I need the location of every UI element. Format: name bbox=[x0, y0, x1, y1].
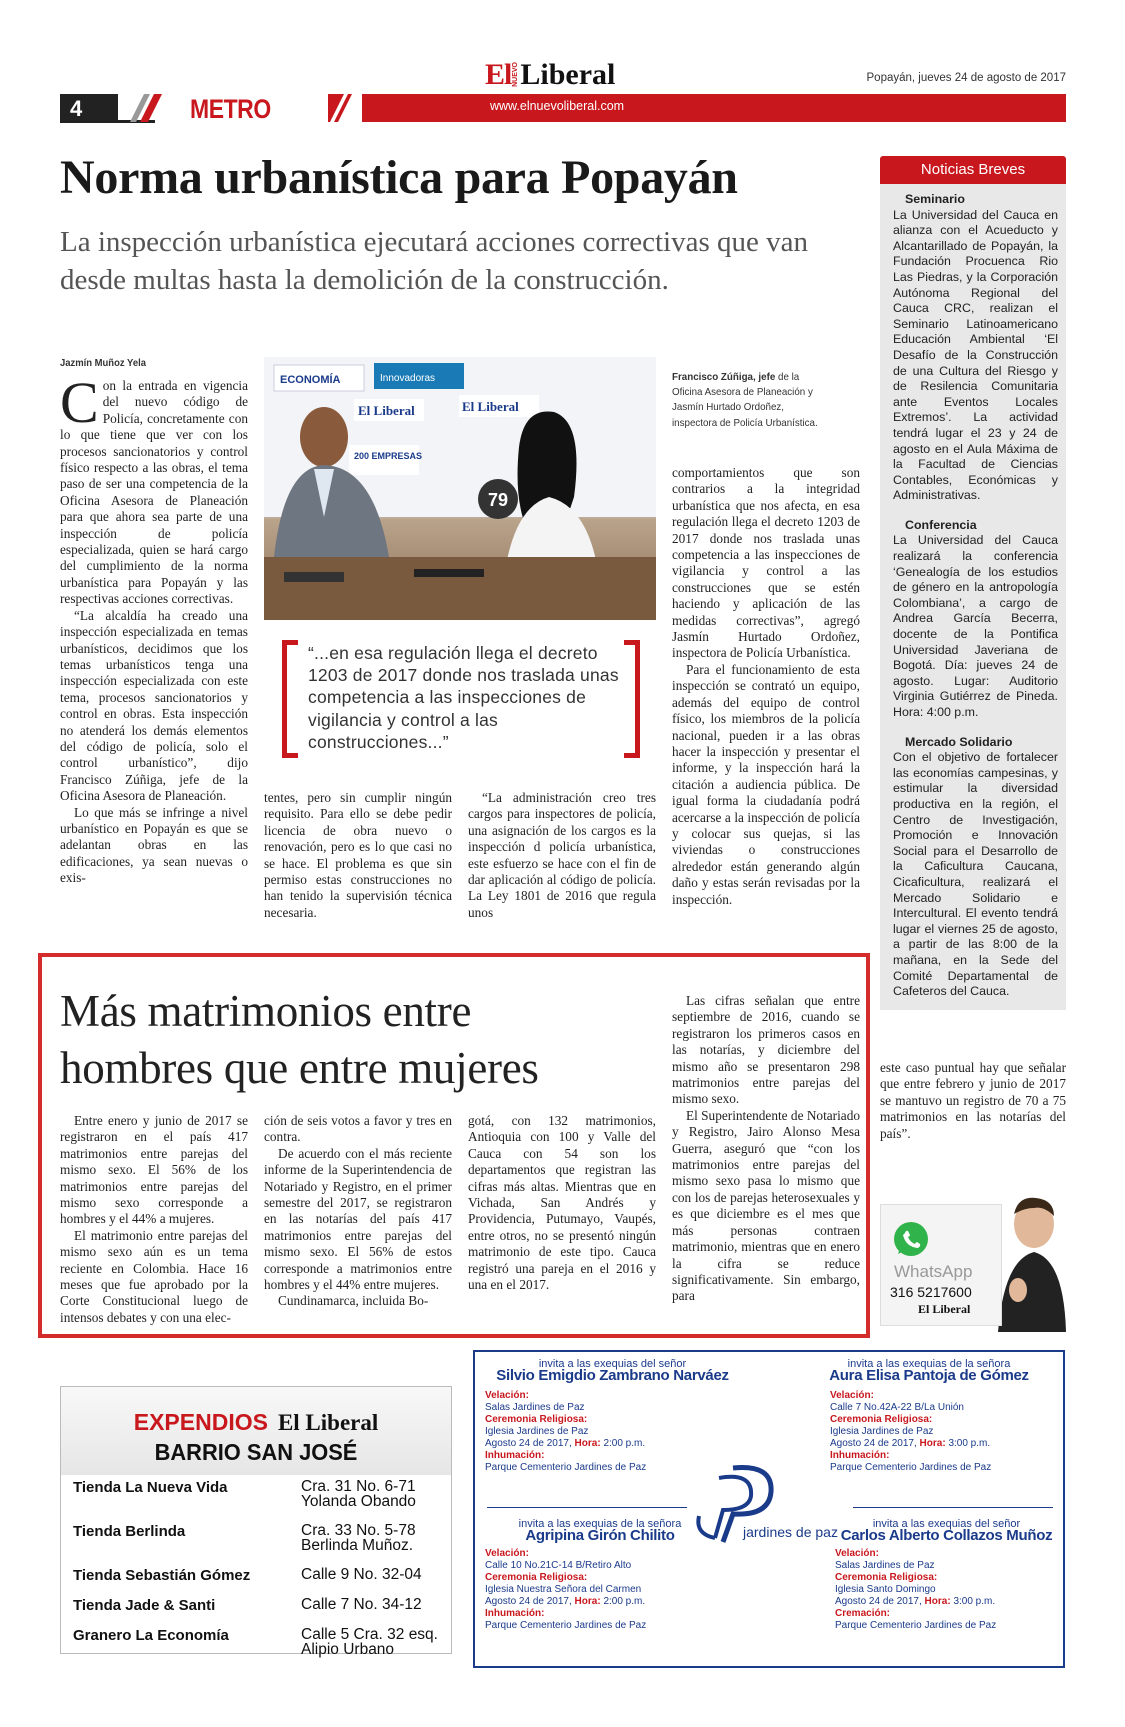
second-col4-p1: Las cifras señalan que entre septiembre de 2016, cuando se registraron los primeros casos en las notarías, y diciembre del mismo año se presentaron 298 matrimonios entre parejas del mismo sexo. bbox=[672, 993, 860, 1107]
obit-name: Silvio Emigdio Zambrano Narváez bbox=[496, 1367, 729, 1384]
expendios-title-row bbox=[61, 1409, 451, 1436]
obit-date-line: Agosto 24 de 2017, Hora: 3:00 p.m. bbox=[835, 1596, 996, 1607]
second-col-5 bbox=[880, 1060, 1066, 1142]
obit-2 bbox=[800, 1358, 1058, 1474]
jardines-logo-text: jardines de paz bbox=[743, 1524, 838, 1540]
main-col1-p3: Lo que más se infringe a nivel urbanístico en Popayán es que se adelantan obras en las edificaciones, ya sean nuevas o exis- bbox=[60, 804, 248, 886]
pullquote-box bbox=[282, 640, 640, 758]
header-slash-right-icon bbox=[330, 94, 362, 122]
main-col-3 bbox=[468, 790, 656, 921]
obit-inhumacion-label: Inhumación: bbox=[830, 1450, 890, 1461]
obit-velacion-label: Velación: bbox=[485, 1390, 529, 1401]
obit-invite: invita a las exequias del señor bbox=[538, 1358, 687, 1370]
main-col-1 bbox=[60, 370, 248, 887]
photo-banner-innovadoras: Innovadoras bbox=[380, 373, 436, 384]
brand-nuevo: NUEVO bbox=[512, 62, 520, 87]
expendio-row bbox=[73, 1479, 441, 1523]
expendio-address: Calle 9 No. 32-04 bbox=[301, 1566, 422, 1583]
second-col4-p2: El Superintendente de Notariado y Registro, Jairo Alonso Mesa Guerra, aseguró que “con los matrimonios entre parejas del mismo sexo pasa lo mismo que con los de parejas heterosexuales y es que diciembre es el mes que más personas contraen matrimonio, mientras que en enero la cifra se reduce significativamente. Sin embargo, para bbox=[672, 1107, 860, 1304]
pullquote-bracket-left bbox=[282, 640, 298, 758]
main-col-4 bbox=[672, 465, 860, 908]
brand-liberal: Liberal bbox=[520, 58, 616, 91]
whatsapp-phone[interactable]: 316 5217600 bbox=[890, 1284, 972, 1300]
obit-date-line: Agosto 24 de 2017, Hora: 3:00 p.m. bbox=[830, 1438, 991, 1449]
second-col-4 bbox=[672, 993, 860, 1305]
whatsapp-label: WhatsApp bbox=[894, 1262, 973, 1281]
photo-caption bbox=[672, 370, 822, 431]
brand-el: El bbox=[485, 58, 512, 91]
photo-banner-200: 200 EMPRESAS bbox=[354, 451, 423, 461]
obit-name: Carlos Alberto Collazos Muñoz bbox=[840, 1527, 1053, 1544]
dropcap: C bbox=[60, 370, 99, 435]
main-col2-p1: tentes, pero sin cumplir ningún requisito. Para ello se debe pedir licencia de obra nuevo o renovación, pero es lo que casi no se hace. El problema es que sin permiso estas construcciones no han tenido la supervisión técnica necesaria. bbox=[264, 790, 452, 920]
expendio-address: Calle 7 No. 34-12 bbox=[301, 1596, 422, 1613]
obit-date-line: Agosto 24 de 2017, Hora: 2:00 p.m. bbox=[485, 1596, 646, 1607]
obit-inhumacion: Parque Cementerio Jardines de Paz bbox=[485, 1620, 647, 1631]
obit-invite: invita a las exequias de la señora bbox=[518, 1518, 682, 1530]
obit-divider-h-left bbox=[487, 1507, 687, 1508]
header-slash-icon bbox=[122, 94, 162, 122]
caption-text: de la Oficina Asesora de Planeación y Jasmín Hurtado Ordoñez, inspectora de Policía Urbanística. bbox=[672, 372, 818, 429]
expendio-row bbox=[73, 1567, 441, 1597]
page-header bbox=[60, 58, 1066, 124]
main-byline: Jazmín Muñoz Yela bbox=[60, 357, 146, 369]
dateline: Popayán, jueves 24 de agosto de 2017 bbox=[866, 72, 1066, 84]
obit-ceremonia-label: Ceremonia Religiosa: bbox=[835, 1572, 938, 1583]
website-link[interactable]: www.elnuevoliberal.com bbox=[490, 99, 625, 113]
obit-velacion: Calle 10 No.21C-14 B/Retiro Alto bbox=[485, 1560, 632, 1571]
brief-item bbox=[893, 735, 1058, 1000]
obituaries-box bbox=[473, 1350, 1065, 1668]
expendio-store: Granero La Economía bbox=[73, 1627, 229, 1644]
expendio-row bbox=[73, 1523, 441, 1567]
expendios-brand: El Liberal bbox=[277, 1410, 379, 1435]
obit-velacion-label: Velación: bbox=[830, 1390, 874, 1401]
expendio-address: Cra. 33 No. 5-78 Berlinda Muñoz. bbox=[301, 1522, 416, 1554]
expendio-store: Tienda Berlinda bbox=[73, 1523, 186, 1540]
expendios-subtitle: BARRIO SAN JOSÉ bbox=[154, 1439, 358, 1465]
ad-person bbox=[998, 1190, 1066, 1332]
second-col1-p2: El matrimonio entre parejas del mismo sexo aún es un tema reciente en Colombia. Hace 16 meses que fue aprobado por la Corte Constitucional luego de intensos debates y con una elec- bbox=[60, 1227, 248, 1325]
obit-ceremonia: Iglesia Nuestra Señora del Carmen bbox=[485, 1584, 642, 1595]
briefs-sidebar bbox=[880, 158, 1066, 1010]
obit-date-line: Agosto 24 de 2017, Hora: 2:00 p.m. bbox=[485, 1438, 646, 1449]
second-col-1 bbox=[60, 1113, 248, 1326]
second-headline bbox=[60, 983, 539, 1097]
whatsapp-brand: El Liberal bbox=[918, 1302, 971, 1316]
obit-details bbox=[800, 1390, 1058, 1474]
expendios-header bbox=[61, 1387, 451, 1475]
brief-body: La Universidad del Cauca realizará la conferencia ‘Genealogía de los estudios de género en la antropología Colombiana’, a cargo de Andrea García Becerra, docente de la Pontifica Universidad Javeriana de Bogotá. Día: jueves 24 de agosto. Lugar: Auditorio Virginia Gutiérrez de Pineda. Hora: 4:00 p.m. bbox=[893, 533, 1058, 719]
obit-velacion: Salas Jardines de Paz bbox=[485, 1402, 585, 1413]
obit-inhumacion-label: Inhumación: bbox=[485, 1450, 545, 1461]
expendios-list bbox=[73, 1479, 441, 1663]
obit-3 bbox=[485, 1518, 715, 1632]
main-deck: La inspección urbanística ejecutará acciones correctivas que van desde multas hasta la demolición de la construcción. bbox=[60, 226, 808, 296]
second-col2-p1: ción de seis votos a favor y tres en contra. bbox=[264, 1113, 452, 1145]
whatsapp-ad[interactable] bbox=[880, 1190, 1066, 1332]
pullquote-bracket-right bbox=[624, 640, 640, 758]
whatsapp-icon bbox=[892, 1220, 930, 1258]
obit-inhumacion-label: Inhumación: bbox=[485, 1608, 545, 1619]
obit-ceremonia-label: Ceremonia Religiosa: bbox=[485, 1572, 588, 1583]
obit-4 bbox=[835, 1518, 1058, 1632]
obit-velacion: Calle 7 No.42A-22 B/La Unión bbox=[830, 1402, 964, 1413]
obit-ceremonia: Iglesia Jardines de Paz bbox=[485, 1426, 589, 1437]
second-col2-p3: Cundinamarca, incluida Bo- bbox=[278, 1293, 429, 1309]
main-col-2 bbox=[264, 790, 452, 921]
obit-name: Agripina Girón Chilito bbox=[525, 1527, 675, 1544]
obit-invite: invita a las exequias de la señora bbox=[847, 1358, 1011, 1370]
obit-velacion-label: Velación: bbox=[485, 1548, 529, 1559]
photo-badge: 79 bbox=[488, 490, 509, 510]
main-col3-p1: “La administración creo tres cargos para inspectores de policía, una asignación de los cargos es la inspección d policía urbanística, este esfuerzo se hace con el fin de dar aplicación al código de policía. La Ley 1801 de 2016 que regula unos bbox=[468, 790, 656, 920]
obit-details bbox=[485, 1390, 740, 1474]
brief-heading: Conferencia bbox=[905, 517, 977, 532]
obit-velacion-label: Velación: bbox=[835, 1548, 879, 1559]
main-headline: Norma urbanística para Popayán bbox=[60, 151, 738, 204]
briefs-list bbox=[893, 188, 1058, 1000]
pullquote-text: “...en esa regulación llega el decreto 1203 de 2017 donde nos traslada unas competencia a las inspecciones de vigilancia y control a las construcciones...” bbox=[308, 643, 619, 752]
brief-item bbox=[893, 518, 1058, 721]
obit-velacion: Salas Jardines de Paz bbox=[835, 1560, 935, 1571]
obit-ceremonia: Iglesia Santo Domingo bbox=[835, 1584, 936, 1595]
second-col-2 bbox=[264, 1113, 452, 1310]
briefs-title: Noticias Breves bbox=[880, 156, 1066, 184]
photo-banner-liberal-1: El Liberal bbox=[358, 403, 415, 418]
main-col1-p2: “La alcaldía ha creado una inspección especializada en temas urbanísticos, decidimos que los temas urbanísticos tenga una inspección especializada con este tema, procesos sancionatorios y control en obras. Esta inspección no atenderá los demás elementos del código de policía, solo el control urbanístico”, dijo Francisco Zúñiga, jefe de la Oficina Asesora de Planeación. bbox=[60, 607, 248, 804]
jardines-de-paz-logo bbox=[693, 1464, 853, 1544]
caption-name: Francisco Zúñiga, jefe bbox=[672, 372, 776, 383]
brief-heading: Seminario bbox=[905, 192, 965, 206]
expendio-row bbox=[73, 1627, 441, 1663]
brief-heading: Mercado Solidario bbox=[905, 734, 1013, 749]
main-col1-p1: Con la entrada en vigencia del nuevo código de Policía, concretamente con lo que tiene que ver con los procesos sancionatorios y control físico respecto a las obras, el tema paso de ser una competencia de la Oficina Asesora de Planeación para que ahora sea parte de una inspección de policía especializada, quien se hará cargo del cumplimiento de la norma urbanística para Popayán y las respectivas acciones correctivas. bbox=[60, 370, 248, 607]
main-photo bbox=[264, 357, 656, 620]
obit-inhumacion: Parque Cementerio Jardines de Paz bbox=[485, 1462, 647, 1473]
obit-details bbox=[485, 1548, 715, 1632]
obit-divider-h-right bbox=[853, 1507, 1053, 1508]
photo-banner-economia: ECONOMÍA bbox=[280, 374, 341, 386]
brief-body: Con el objetivo de fortalecer las economías campesinas, y estimular la diversidad productiva en la región, el Centro de Investigación, Promoción e Innovación Social para el Desarrollo de la Caficultura Caucana, Cicaficultura, realizará el Mercado Solidario e Intercultural. El evento tendrá lugar el viernes 25 de agosto, a partir de las 8:00 de la mañana, en la Sede del Comité Departamental de Cafeteros del Cauca. bbox=[893, 750, 1058, 999]
expendio-row bbox=[73, 1597, 441, 1627]
obit-ceremonia: Iglesia Jardines de Paz bbox=[830, 1426, 934, 1437]
second-col5-p1: este caso puntual hay que señalar que entre febrero y junio de 2017 se mantuvo un registro de 70 a 75 matrimonios en las notarías del país”. bbox=[880, 1060, 1066, 1141]
expendio-address: Cra. 31 No. 6-71 Yolanda Obando bbox=[301, 1478, 416, 1510]
section-label: METRO bbox=[190, 94, 271, 124]
obit-ceremonia-label: Ceremonia Religiosa: bbox=[485, 1414, 588, 1425]
obit-inhumacion: Parque Cementerio Jardines de Paz bbox=[830, 1462, 992, 1473]
obit-details bbox=[835, 1548, 1058, 1632]
expendio-store: Tienda Jade & Santi bbox=[73, 1597, 216, 1614]
second-headline-line1: Más matrimonios entre bbox=[60, 986, 472, 1036]
obit-ceremonia-label: Ceremonia Religiosa: bbox=[830, 1414, 933, 1425]
brief-item bbox=[893, 192, 1058, 504]
expendio-store: Tienda Sebastián Gómez bbox=[73, 1567, 251, 1584]
main-col4-p2: Para el funcionamiento de esta inspección se contrató un equipo, además del equipo de control físico, los miembros de la policía nacional, pueden ir a las obras hacer la inspección y presentar el informe, y la inspección hará la citación a audiencia pública. De igual forma la ciudadanía podrá acercarse a la inspección de policía y colocar sus quejas, si las viviendas o construcciones alrededor están generando algún daño y estas serán revisadas por la inspección. bbox=[672, 661, 860, 907]
second-col2-p2: De acuerdo con el más reciente informe de la Superintendencia de Notariado y Registro, en el primer semestre del 2017, se registraron en las notarías del país 417 matrimonios entre parejas del mismo sexo. El 56% de estos corresponde a matrimonios entre hombres y el 44% entre mujeres. bbox=[264, 1145, 452, 1293]
header-red-bar bbox=[328, 94, 1066, 122]
second-col1-p1: Entre enero y junio de 2017 se registraron en el país 417 matrimonios entre parejas del mismo sexo. El 56% de los matrimonios entre parejas del mismo sexo corresponde a hombres y el 44% a mujeres. bbox=[60, 1113, 248, 1227]
expendio-store: Tienda La Nueva Vida bbox=[73, 1479, 228, 1496]
obit-invite: invita a las exequias del señor bbox=[872, 1518, 1021, 1530]
main-col4-p1: comportamientos que son contrarios a la integridad urbanística que nos afecta, en esa regulación llega el decreto 1203 de 2017 donde nos traslada unas competencia a las inspecciones de vigilancia y control a las construcciones que se estén haciendo y aplicación de las medidas correctivas”, agregó Jasmín Hurtado Ordoñez, inspectora de Policía Urbanística. bbox=[672, 465, 860, 661]
photo-banner-liberal-2: El Liberal bbox=[462, 399, 519, 414]
brief-body: La Universidad del Cauca en alianza con el Acueducto y Alcantarillado de Popayán, la Fundación Procuenca Rio Las Piedras, y la Corporación Autónoma Regional del Cauca CRC, realizan el Seminario Latinoamericano Educación Ambiental ‘El Desafío de la Construcción de una Cultura del Riesgo y de Resilencia Comunitaria ante Eventos Locales Extremos’. La actividad tendrá lugar el 23 y 24 de agosto en el Aula Máxima de la Facultad de Ciencias Contables, Económicas y Administrativas. bbox=[893, 207, 1058, 503]
expendios-box bbox=[60, 1386, 452, 1658]
obit-cremacion: Parque Cementerio Jardines de Paz bbox=[835, 1620, 997, 1631]
second-headline-line2: hombres que entre mujeres bbox=[60, 1043, 539, 1093]
expendios-title: EXPENDIOS bbox=[133, 1409, 268, 1435]
obit-name: Aura Elisa Pantoja de Gómez bbox=[829, 1367, 1029, 1384]
brand-logo bbox=[485, 58, 615, 92]
second-col3-p1: gotá, con 132 matrimonios, Antioquia con 100 y Valle del Cauca con 54 son los departamentos que registran las cifras más altas. Mientras que en Vichada, San Andrés y Providencia, Putumayo, Vaupés, entre otros, no se presentó ningún matrimonio de este tipo. Cauca registró una pareja en el 2016 y una en el 2017. bbox=[468, 1113, 656, 1293]
second-col-3 bbox=[468, 1113, 656, 1293]
page-number: 4 bbox=[60, 94, 118, 122]
expendio-address: Calle 5 Cra. 32 esq. Alipio Urbano bbox=[301, 1626, 438, 1658]
obit-cremacion-label: Cremación: bbox=[835, 1608, 891, 1619]
obit-1 bbox=[485, 1358, 740, 1474]
